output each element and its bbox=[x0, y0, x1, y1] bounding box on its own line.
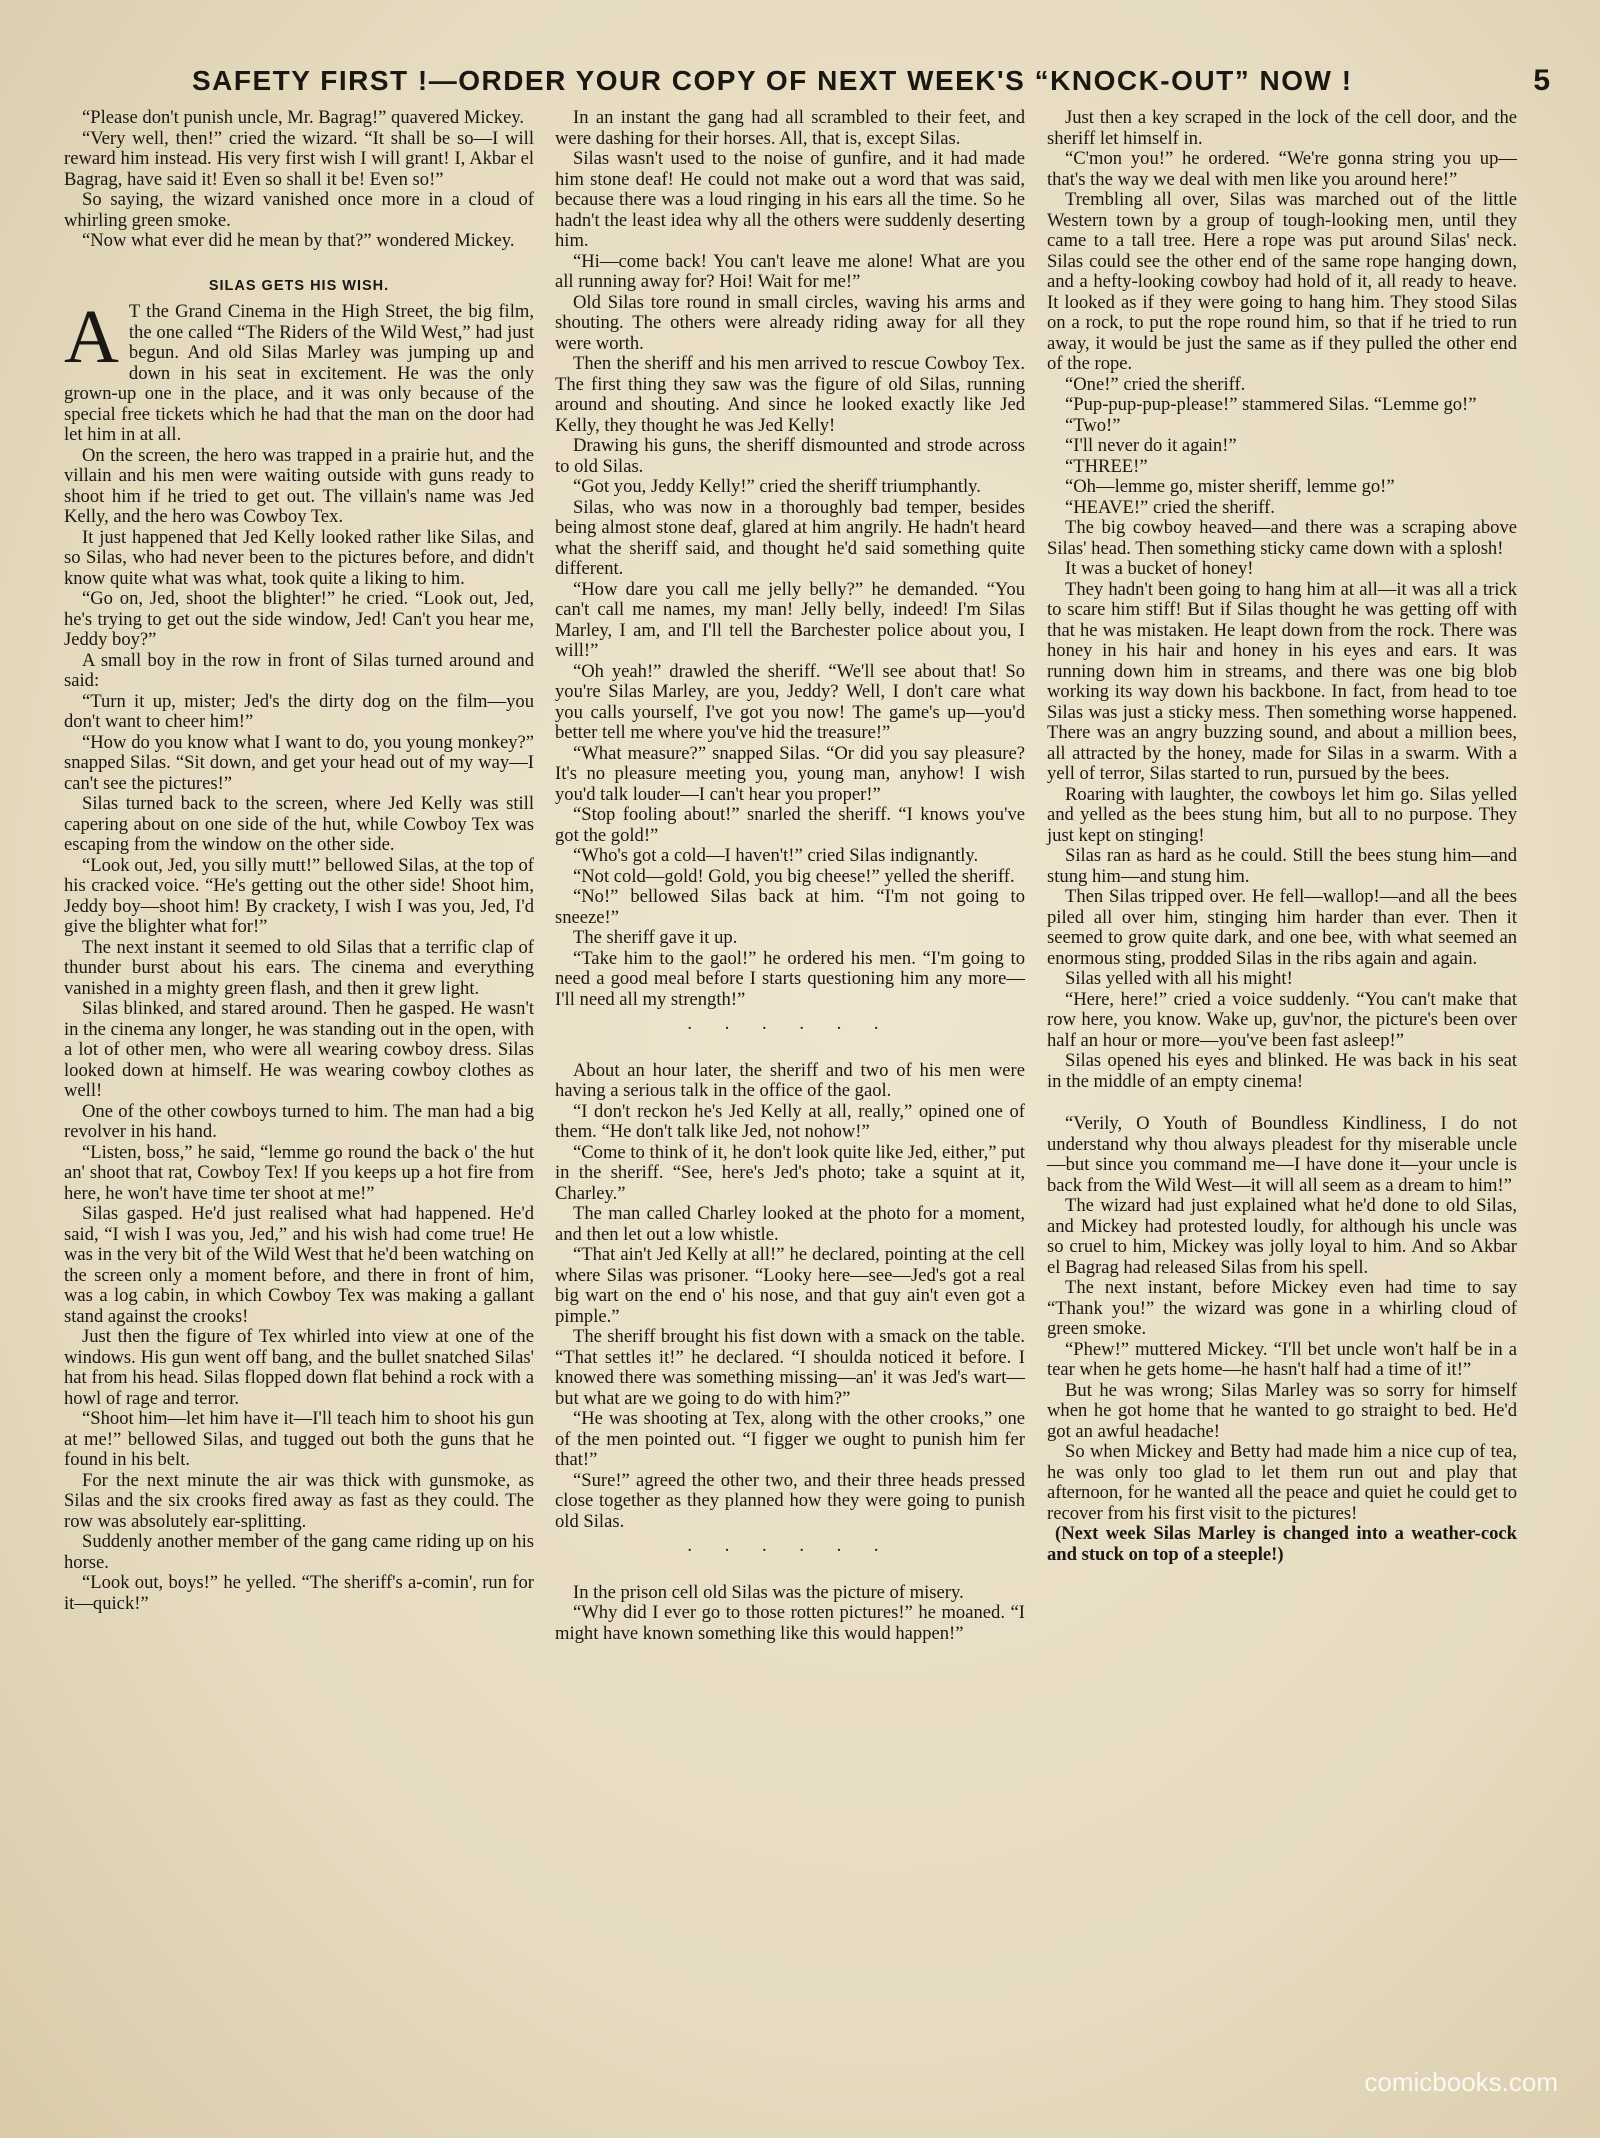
paragraph: So saying, the wizard vanished once more in a cloud of whirling green smoke. bbox=[64, 189, 534, 231]
paragraph: “Stop fooling about!” snarled the sheriff. “I knows you've got the gold!” bbox=[555, 804, 1025, 846]
paragraph: “Got you, Jeddy Kelly!” cried the sheriff triumphantly. bbox=[573, 476, 981, 497]
paragraph: They hadn't been going to hang him at all—it was all a trick to scare him stiff! But if Silas thought he was getting off with that he was mistaken. He leapt down from the rock. There was honey in his hair and honey in his eyes and ears. It was running down him in streams, and there was one big blob working its way down his backbone. In fact, from head to toe Silas was just a sticky mess. Then something worse happened. There was an angry buzzing sound, and about a million bees, all attracted by the honey, made for Silas in a swarm. With a yell of terror, Silas started to run, pursued by the bees. bbox=[1047, 578, 1517, 784]
next-week-teaser: (Next week Silas Marley is changed into a weather-cock and stuck on top of a steeple!) bbox=[1047, 1523, 1517, 1565]
paragraph: “One!” cried the sheriff. bbox=[1065, 373, 1246, 395]
paragraph: “I'll never do it again!” bbox=[1065, 435, 1237, 456]
paragraph: “Not cold—gold! Gold, you big cheese!” yelled the sheriff. bbox=[573, 865, 1015, 887]
paragraph: Drawing his guns, the sheriff dismounted and strode across to old Silas. bbox=[555, 435, 1025, 477]
paragraph: “Look out, boys!” he yelled. “The sheriff's a-comin', run for it—quick!” bbox=[64, 1572, 534, 1614]
paragraph: The sheriff brought his fist down with a smack on the table. “That settles it!” he declared. “I shoulda noticed it before. I knowed there was something missing—an' it was Jed's wart—but what are we going to do with him?” bbox=[555, 1326, 1025, 1409]
paragraph: Just then a key scraped in the lock of the cell door, and the sheriff let himself in. bbox=[1047, 107, 1517, 149]
paragraph: Silas ran as hard as he could. Still the bees stung him—and stung him—and stung him. bbox=[1047, 845, 1517, 887]
paragraph: Silas wasn't used to the noise of gunfire, and it had made him stone deaf! He could not make out a word that was said, because there was a loud ringing in his ears all the time. So he hadn't the least idea why all the others were suddenly deserting him. bbox=[555, 148, 1025, 251]
paragraph: “Go on, Jed, shoot the blighter!” he cried. “Look out, Jed, he's trying to get out the side window, Jed! Can't you hear me, Jeddy boy?” bbox=[64, 588, 534, 650]
paragraph: “HEAVE!” cried the sheriff. bbox=[1065, 496, 1275, 518]
paragraph: “Hi—come back! You can't leave me alone! What are you all running away for? Hoi! Wait for me!” bbox=[555, 250, 1025, 292]
section-break-dots: . . . . . . bbox=[687, 1013, 893, 1034]
paragraph: In an instant the gang had all scrambled to their feet, and were dashing for their horses. All, that is, except Silas. bbox=[555, 107, 1025, 149]
paragraph: Trembling all over, Silas was marched out of the little Western town by a group of tough-looking men, until they came to a tall tree. Here a rope was put around Silas' neck. Silas could see the other end of the same rope hanging down, and a hefty-looking cowboy had hold of it, all ready to heave. It looked as if they were going to hang him. They stood Silas on a rock, to put the rope round him, so that if he tried to run away, it would be just the same as if they pulled the other end of the rope. bbox=[1047, 189, 1517, 374]
paragraph: The next instant it seemed to old Silas that a terrific clap of thunder burst about his ears. The cinema and everything vanished in a mighty green flash, and then it grew light. bbox=[64, 936, 534, 999]
paragraph: The sheriff gave it up. bbox=[573, 927, 738, 948]
paragraph: “Take him to the gaol!” he ordered his men. “I'm going to need a good meal before I starts questioning him any more—I'll need all my strength!” bbox=[555, 947, 1025, 1010]
paragraph: “Shoot him—let him have it—I'll teach him to shoot his gun at me!” bellowed Silas, and tugged out both the guns that he found in his belt. bbox=[64, 1408, 534, 1470]
paragraph: On the screen, the hero was trapped in a prairie hut, and the villain and his men were waiting outside with guns ready to shoot him if he tried to get out. The villain's name was Jed Kelly, and the hero was Cowboy Tex. bbox=[64, 444, 534, 527]
paragraph: “What measure?” snapped Silas. “Or did you say pleasure? It's no pleasure meeting you, young man, anyhow! I wish you'd talk louder—I can't hear you proper!” bbox=[555, 742, 1025, 805]
paragraph-dropcap bbox=[64, 295, 534, 446]
paragraph: Silas, who was now in a thoroughly bad temper, besides being almost stone deaf, glared at him angrily. He hadn't heard what the sheriff said, and thought he'd said something quite different. bbox=[555, 496, 1025, 579]
paragraph: The big cowboy heaved—and there was a scraping above Silas' head. Then something sticky came down with a splosh! bbox=[1047, 517, 1517, 559]
section-break-dots: . . . . . . bbox=[687, 1535, 893, 1556]
paragraph: Silas gasped. He'd just realised what had happened. He'd said, “I wish I was you, Jed,” and his wish had come true! He was in the very bit of the Wild West that he'd been watching on the screen only a moment before, and there in front of him, was a log cabin, in which Cowboy Tex was making a gallant stand against the crooks! bbox=[64, 1203, 534, 1327]
paragraph: “No!” bellowed Silas back at him. “I'm not going to sneeze!” bbox=[555, 886, 1025, 928]
paragraph: “Sure!” agreed the other two, and their three heads pressed close together as they planned how they were going to punish old Silas. bbox=[555, 1469, 1025, 1532]
paragraph: “How do you know what I want to do, you young monkey?” snapped Silas. “Sit down, and get your head out of my way—I can't see the pictures!” bbox=[64, 731, 534, 794]
paragraph: “He was shooting at Tex, along with the other crooks,” one of the men pointed out. “I figger we ought to punish him fer that!” bbox=[555, 1408, 1025, 1470]
paragraph: “That ain't Jed Kelly at all!” he declared, pointing at the cell where Silas was prisoner. “Looky here—see—Jed's got a real big wart on the end o' his nose, and that guy ain't even got a pimple.” bbox=[555, 1244, 1025, 1327]
column-2 bbox=[555, 108, 1025, 1644]
paragraph: But he was wrong; Silas Marley was so sorry for himself when he got home that he wanted to go straight to bed. He'd got an awful headache! bbox=[1047, 1379, 1517, 1442]
paragraph: “Here, here!” cried a voice suddenly. “You can't make that row here, you know. Wake up, guv'nor, the picture's been over half an hour or more—you've been fast asleep!” bbox=[1047, 988, 1517, 1051]
page-header bbox=[62, 56, 1550, 106]
watermark: comicbooks.com bbox=[1364, 2067, 1558, 2097]
paragraph: “Verily, O Youth of Boundless Kindliness, I do not understand why thou always pleadest for thy miserable uncle—but since you command me—I have done it—your uncle is back from the Wild West—it will all seem as a dream to him!” bbox=[1047, 1113, 1517, 1196]
paragraph-text: T the Grand Cinema in the High Street, the big film, the one called “The Riders of the Wild West,” had just begun. And old Silas Marley was jumping up and down in his seat in excitement. He was the only grown-up one in the place, and it was only because of the special free tickets which he had that the man on the door had let him in at all. bbox=[64, 301, 534, 445]
column-3 bbox=[1047, 108, 1517, 1565]
paragraph: “Listen, boss,” he said, “lemme go round the back o' the hut an' shoot that rat, Cowboy Tex! If you keeps up a hot fire from here, he won't have time ter shoot at me!” bbox=[64, 1141, 534, 1204]
paragraph: About an hour later, the sheriff and two of his men were having a serious talk in the office of the gaol. bbox=[555, 1059, 1025, 1101]
paragraph: Silas opened his eyes and blinked. He was back in his seat in the middle of an empty cinema! bbox=[1047, 1050, 1517, 1092]
paragraph: “Oh yeah!” drawled the sheriff. “We'll see about that! So you're Silas Marley, are you, Jeddy? Well, I don't care what you calls yourself, I've got you now! The game's up—you'd better tell me where you've hid the treasure!” bbox=[555, 660, 1025, 743]
paragraph: “Turn it up, mister; Jed's the dirty dog on the film—you don't want to cheer him!” bbox=[64, 690, 534, 732]
paragraph: For the next minute the air was thick with gunsmoke, as Silas and the six crooks fired away as fast as they could. The row was absolutely ear-splitting. bbox=[64, 1469, 534, 1532]
paragraph: Roaring with laughter, the cowboys let him go. Silas yelled and yelled as the bees stung him, but all to no purpose. They just kept on stinging! bbox=[1047, 783, 1517, 846]
paragraph: Silas blinked, and stared around. Then he gasped. He wasn't in the cinema any longer, he was standing out in the open, with a lot of other men, who were all wearing cowboy dress. Silas looked down at himself. He was wearing cowboy clothes as well! bbox=[64, 998, 534, 1101]
paragraph: “C'mon you!” he ordered. “We're gonna string you up—that's the way we deal with men like you around here!” bbox=[1047, 148, 1517, 190]
paragraph: Then Silas tripped over. He fell—wallop!—and all the bees piled all over him, stinging him harder than ever. Then it seemed to grow quite dark, and one bee, with what seemed an enormous sting, prodded Silas in the ribs again and again. bbox=[1047, 886, 1517, 969]
paragraph: Silas yelled with all his might! bbox=[1065, 968, 1293, 989]
paragraph: A small boy in the row in front of Silas turned around and said: bbox=[64, 649, 534, 691]
paragraph: Just then the figure of Tex whirled into view at one of the windows. His gun went off bang, and the bullet snatched Silas' hat from his head. Silas flopped down flat behind a rock with a howl of rage and terror. bbox=[64, 1326, 534, 1409]
paragraph: “Please don't punish uncle, Mr. Bagrag!” quavered Mickey. bbox=[82, 107, 525, 128]
paragraph: It was a bucket of honey! bbox=[1065, 558, 1254, 579]
column-1 bbox=[64, 108, 534, 1614]
paragraph: “Come to think of it, he don't look quite like Jed, either,” put in the sheriff. “See, here's Jed's photo; take a squint at it, Charley.” bbox=[555, 1141, 1025, 1204]
paragraph: In the prison cell old Silas was the picture of misery. bbox=[573, 1581, 964, 1603]
drop-cap-letter: A bbox=[64, 295, 119, 379]
paragraph: It just happened that Jed Kelly looked rather like Silas, and so Silas, who had never been to the pictures before, and didn't know quite what was what, took quite a liking to him. bbox=[64, 526, 534, 589]
paragraph: “Very well, then!” cried the wizard. “It shall be so—I will reward him instead. His very first wish I will grant! I, Akbar el Bagrag, have said it! Even so shall it be! Even so!” bbox=[64, 127, 534, 190]
page-number: 5 bbox=[1533, 64, 1550, 97]
paragraph: One of the other cowboys turned to him. The man had a big revolver in his hand. bbox=[64, 1100, 534, 1142]
paragraph: “Who's got a cold—I haven't!” cried Silas indignantly. bbox=[573, 845, 979, 866]
paragraph: So when Mickey and Betty had made him a nice cup of tea, he was only too glad to let them run out and play that afternoon, for he wanted all the peace and quiet he could get to recover from his first visit to the pictures! bbox=[1047, 1441, 1517, 1524]
paragraph: “Two!” bbox=[1065, 414, 1121, 436]
paragraph: The wizard had just explained what he'd done to old Silas, and Mickey had protested loudly, for although his uncle was so cruel to him, Mickey was jolly loyal to him. And so Akbar el Bagrag had released Silas from his spell. bbox=[1047, 1195, 1517, 1278]
paragraph: “THREE!” bbox=[1065, 455, 1148, 477]
paragraph: “Phew!” muttered Mickey. “I'll bet uncle won't half be in a tear when he gets home—he hasn't half had a time of it!” bbox=[1047, 1338, 1517, 1380]
paragraph: “Why did I ever go to those rotten pictures!” he moaned. “I might have known something like this would happen!” bbox=[555, 1602, 1025, 1644]
paragraph: “Now what ever did he mean by that?” wondered Mickey. bbox=[82, 230, 515, 251]
paragraph: Old Silas tore round in small circles, waving his arms and shouting. The others were already riding away for all they were worth. bbox=[555, 291, 1025, 354]
paragraph: The next instant, before Mickey even had time to say “Thank you!” the wizard was gone in a whirling cloud of green smoke. bbox=[1047, 1277, 1517, 1339]
paragraph: “Look out, Jed, you silly mutt!” bellowed Silas, at the top of his cracked voice. “He's getting out the other side! Shoot him, Jeddy boy—shoot him! By crackety, I wish I was you, Jed, I'd give the blighter what for!” bbox=[64, 854, 534, 937]
section-subheading: SILAS GETS HIS WISH. bbox=[208, 277, 390, 294]
paragraph: The man called Charley looked at the photo for a moment, and then let out a low whistle. bbox=[555, 1203, 1025, 1245]
paragraph: “How dare you call me jelly belly?” he demanded. “You can't call me names, my man! Jelly belly, indeed! I'm Silas Marley, I am, and I'll tell the Barchester police about you, I will!” bbox=[555, 578, 1025, 661]
paragraph: Silas turned back to the screen, where Jed Kelly was still capering about on one side of the hut, while Cowboy Tex was escaping from the window on the other side. bbox=[64, 793, 534, 855]
paragraph: Suddenly another member of the gang came riding up on his horse. bbox=[64, 1531, 534, 1573]
paragraph: “I don't reckon he's Jed Kelly at all, really,” opined one of them. “He don't talk like Jed, not nohow!” bbox=[555, 1100, 1025, 1142]
header-title: SAFETY FIRST !—ORDER YOUR COPY OF NEXT WEEK'S “KNOCK-OUT” NOW ! bbox=[192, 65, 1353, 96]
paragraph: “Oh—lemme go, mister sheriff, lemme go!” bbox=[1065, 476, 1395, 497]
paragraph: “Pup-pup-pup-please!” stammered Silas. “Lemme go!” bbox=[1065, 394, 1477, 415]
paragraph: Then the sheriff and his men arrived to rescue Cowboy Tex. The first thing they saw was the figure of old Silas, running around and shouting. And since he looked exactly like Jed Kelly, they thought he was Jed Kelly! bbox=[555, 353, 1025, 436]
